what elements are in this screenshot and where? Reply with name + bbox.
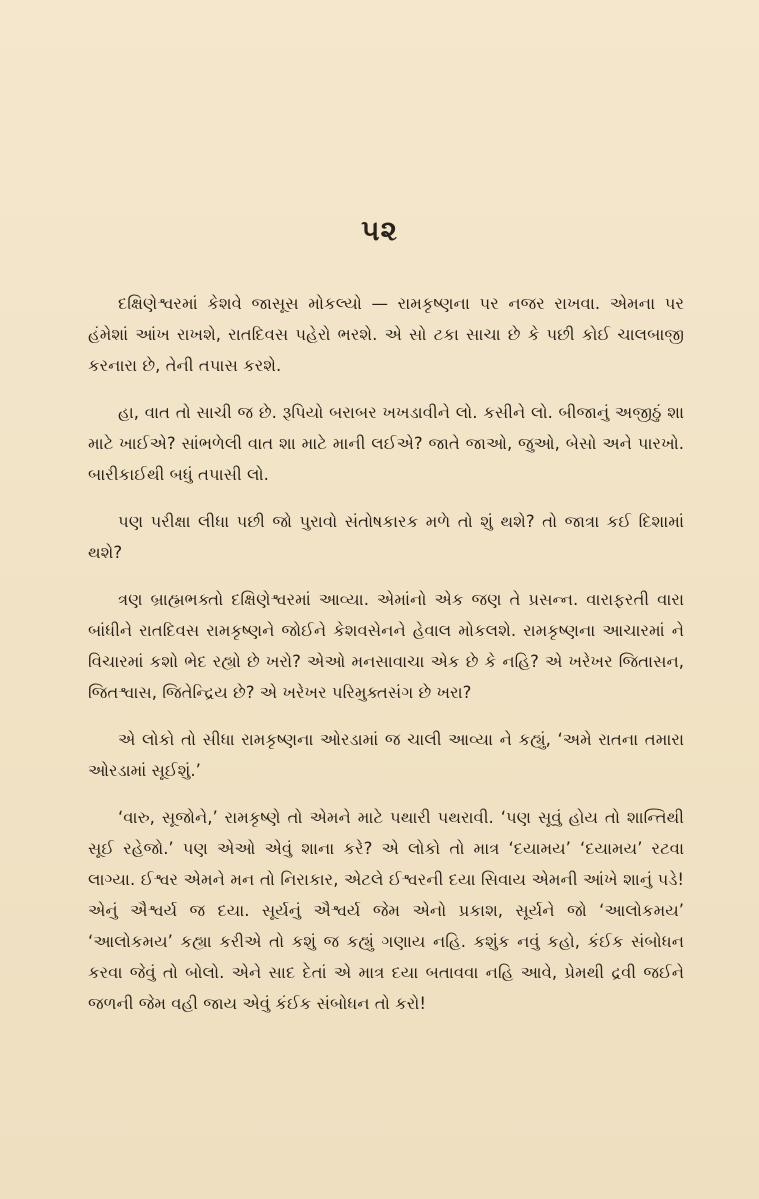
paragraph-4: ત્રણ બ્રાહ્મભક્તો દક્ષિણેશ્વરમાં આવ્યા. એમાંનો એક જણ તે પ્રસન્ન. વારાફરતી વારા બાંધીને રાતદિવસ રામકૃષ્ણને જોઈને કેશવસેનને હેવાલ મોકલશે. રામકૃષ્ણના આચારમાં ને વિચારમાં કશો ભેદ રહ્યો છે ખરો? એઓ મનસાવાચા એક છે કે નહિ? એ ખરેખર જિતાસન, જિતશ્વાસ, જિતેન્દ્રિય છે? એ ખરેખર પરિમુક્તસંગ છે ખરા? xyxy=(88,590,684,702)
paragraph-2: હા, વાત તો સાચી જ છે. રૂપિયો બરાબર ખખડાવીને લો. કસીને લો. બીજાનું અજીઠું શા માટે ખાઈએ? સાંભળેલી વાત શા માટે માની લઈએ? જાતે જાઓ, જુઓ, બેસો અને પારખો. બારીકાઈથી બધું તપાસી લો. xyxy=(88,403,684,484)
paragraph-6: ‘વારુ, સૂજોને,’ રામકૃષ્ણે તો એમને માટે પથારી પથરાવી. ‘પણ સૂવું હોય તો શાન્તિથી સૂઈ રહેજો.’ પણ એઓ એવું શાના કરે? એ લોકો તો માત્ર ‘દયામય’ ‘દયામય’ રટવા લાગ્યા. ઈશ્વર એમને મન તો નિરાકાર, એટલે ઈશ્વરની દયા સિવાય એમની આંખે શાનું પડે! એનું ઐશ્વર્ય જ દયા. સૂર્યનું ઐશ્વર્ય જેમ એનો પ્રકાશ, સૂર્યને જો ‘આલોકમય’ ‘આલોકમય’ કહ્યા કરીએ તો કશું જ કહ્યું ગણાય નહિ. કશુંક નવું કહો, કંઈક સંબોધન કરવા જેવું તો બોલો. એને સાદ દેતાં એ માત્ર દયા બતાવવા નહિ આવે, પ્રેમથી દ્રવી જઈને જળની જેમ વહી જાય એવું કંઈક સંબોધન તો કરો! xyxy=(88,808,684,1013)
chapter-body xyxy=(88,288,684,1035)
paragraph-3: પણ પરીક્ષા લીધા પછી જો પુરાવો સંતોષકારક મળે તો શું થશે? તો જાત્રા કઈ દિશામાં થશે? xyxy=(88,512,684,562)
paragraph-1: દક્ષિણેશ્વરમાં કેશવે જાસૂસ મોકલ્યો — રામકૃષ્ણના પર નજર રાખવા. એમના પર હંમેશાં આંખ રાખશે, રાતદિવસ પહેરો ભરશે. એ સો ટકા સાચા છે કે પછી કોઈ ચાલબાજી કરનારા છે, તેની તપાસ કરશે. xyxy=(88,294,684,375)
page-number: ૫૨ xyxy=(361,214,398,247)
paragraph-5: એ લોકો તો સીધા રામકૃષ્ણના ઓરડામાં જ ચાલી આવ્યા ને કહ્યું, ‘અમે રાતના તમારા ઓરડામાં સૂઈશું.’ xyxy=(88,730,684,780)
